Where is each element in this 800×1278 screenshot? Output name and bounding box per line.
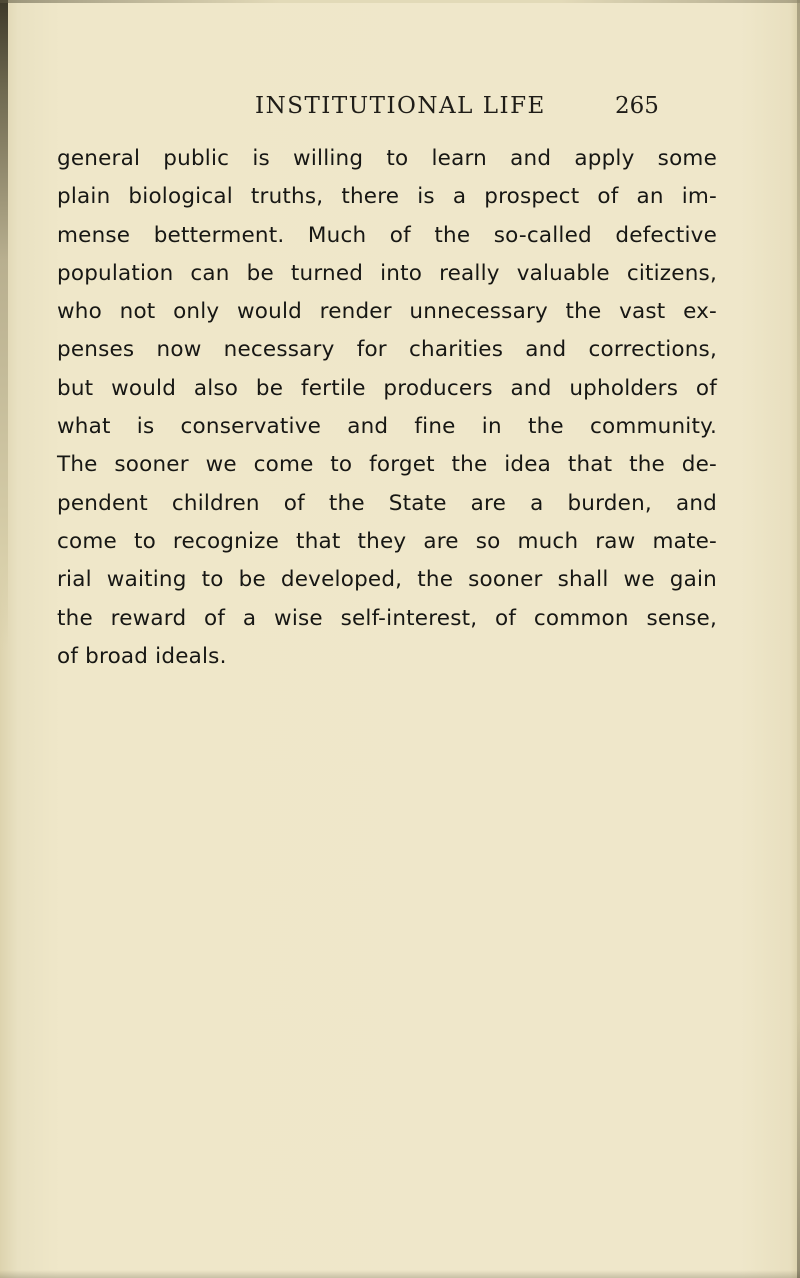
page-bottom-edge: [0, 1270, 800, 1278]
text-line: general public is willing to learn and apply some: [57, 146, 717, 171]
text-line: mense betterment. Much of the so-called defective: [57, 222, 717, 248]
text-line: but would also be fertile producers and upholders of: [57, 375, 717, 401]
page-body-text: [57, 140, 717, 676]
page-top-edge: [0, 0, 800, 3]
text-line: population can be turned into really valuable citizens,: [57, 260, 717, 286]
text-line: the reward of a wise self-interest, of common sense,: [57, 605, 717, 631]
text-line: plain biological truths, there is a prospect of an im-: [57, 184, 717, 210]
text-line: what is conservative and fine in the community.: [57, 414, 717, 440]
page-number: 265: [615, 93, 659, 119]
text-line: penses now necessary for charities and corrections,: [57, 337, 717, 363]
running-head-title: INSTITUTIONAL LIFE: [255, 93, 546, 119]
text-line: who not only would render unnecessary the vast ex-: [57, 299, 717, 325]
text-line: pendent children of the State are a burden, and: [57, 490, 717, 516]
text-line: of broad ideals.: [57, 643, 227, 669]
text-line: come to recognize that they are so much raw mate-: [57, 528, 717, 554]
running-head: [0, 86, 800, 126]
text-line: The sooner we come to forget the idea that the de-: [57, 452, 717, 478]
text-line: rial waiting to be developed, the sooner shall we gain: [57, 567, 717, 593]
